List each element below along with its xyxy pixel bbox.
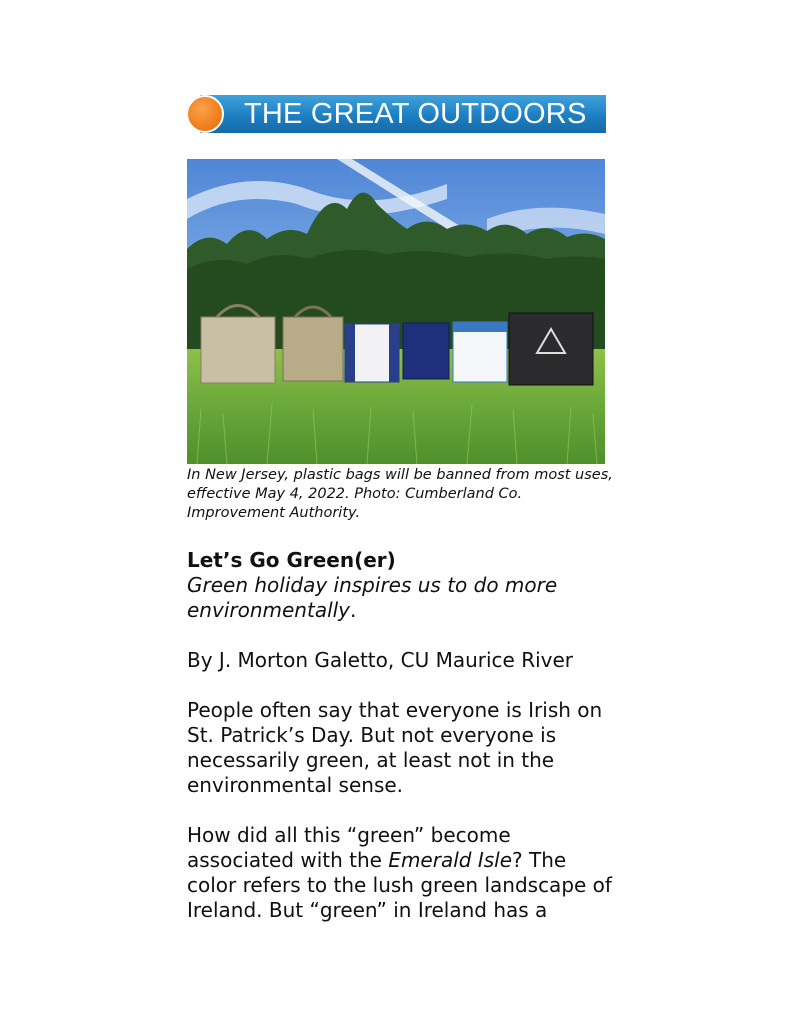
photo-caption: In New Jersey, plastic bags will be banned from most uses, effective May 4, 2022. Photo: Cumberland Co. Improvement Authority.	[187, 467, 613, 521]
article-paragraph	[187, 823, 617, 923]
tote-bag	[201, 306, 275, 384]
article-paragraph: People often say that everyone is Irish on St. Patrick’s Day. But not everyone is necessarily green, at least not in the environmental sense.	[187, 698, 603, 797]
article-byline: By J. Morton Galetto, CU Maurice River	[187, 648, 574, 672]
article-subhead	[187, 573, 617, 623]
article-body	[187, 548, 617, 923]
paragraph-text: ? The color refers to the lush green landscape of Ireland. But “green” in Ireland has a	[187, 848, 612, 922]
tote-bag	[453, 322, 507, 382]
section-banner	[186, 95, 606, 133]
tote-bag	[283, 307, 343, 381]
tote-bag	[345, 324, 399, 382]
subhead-text: Green holiday inspires us to do more environmentally	[187, 573, 558, 622]
emphasis-text: Emerald Isle	[388, 848, 513, 872]
orange-circle-icon	[186, 95, 224, 133]
tote-bag	[509, 313, 593, 385]
article-headline: Let’s Go Green(er)	[187, 548, 396, 572]
tote-bag	[403, 323, 449, 379]
banner-title: THE GREAT OUTDOORS	[244, 98, 587, 130]
article-photo	[187, 159, 605, 464]
subhead-period: .	[350, 598, 357, 622]
paragraph-text: How did all this “green” become associated with the	[187, 823, 511, 872]
